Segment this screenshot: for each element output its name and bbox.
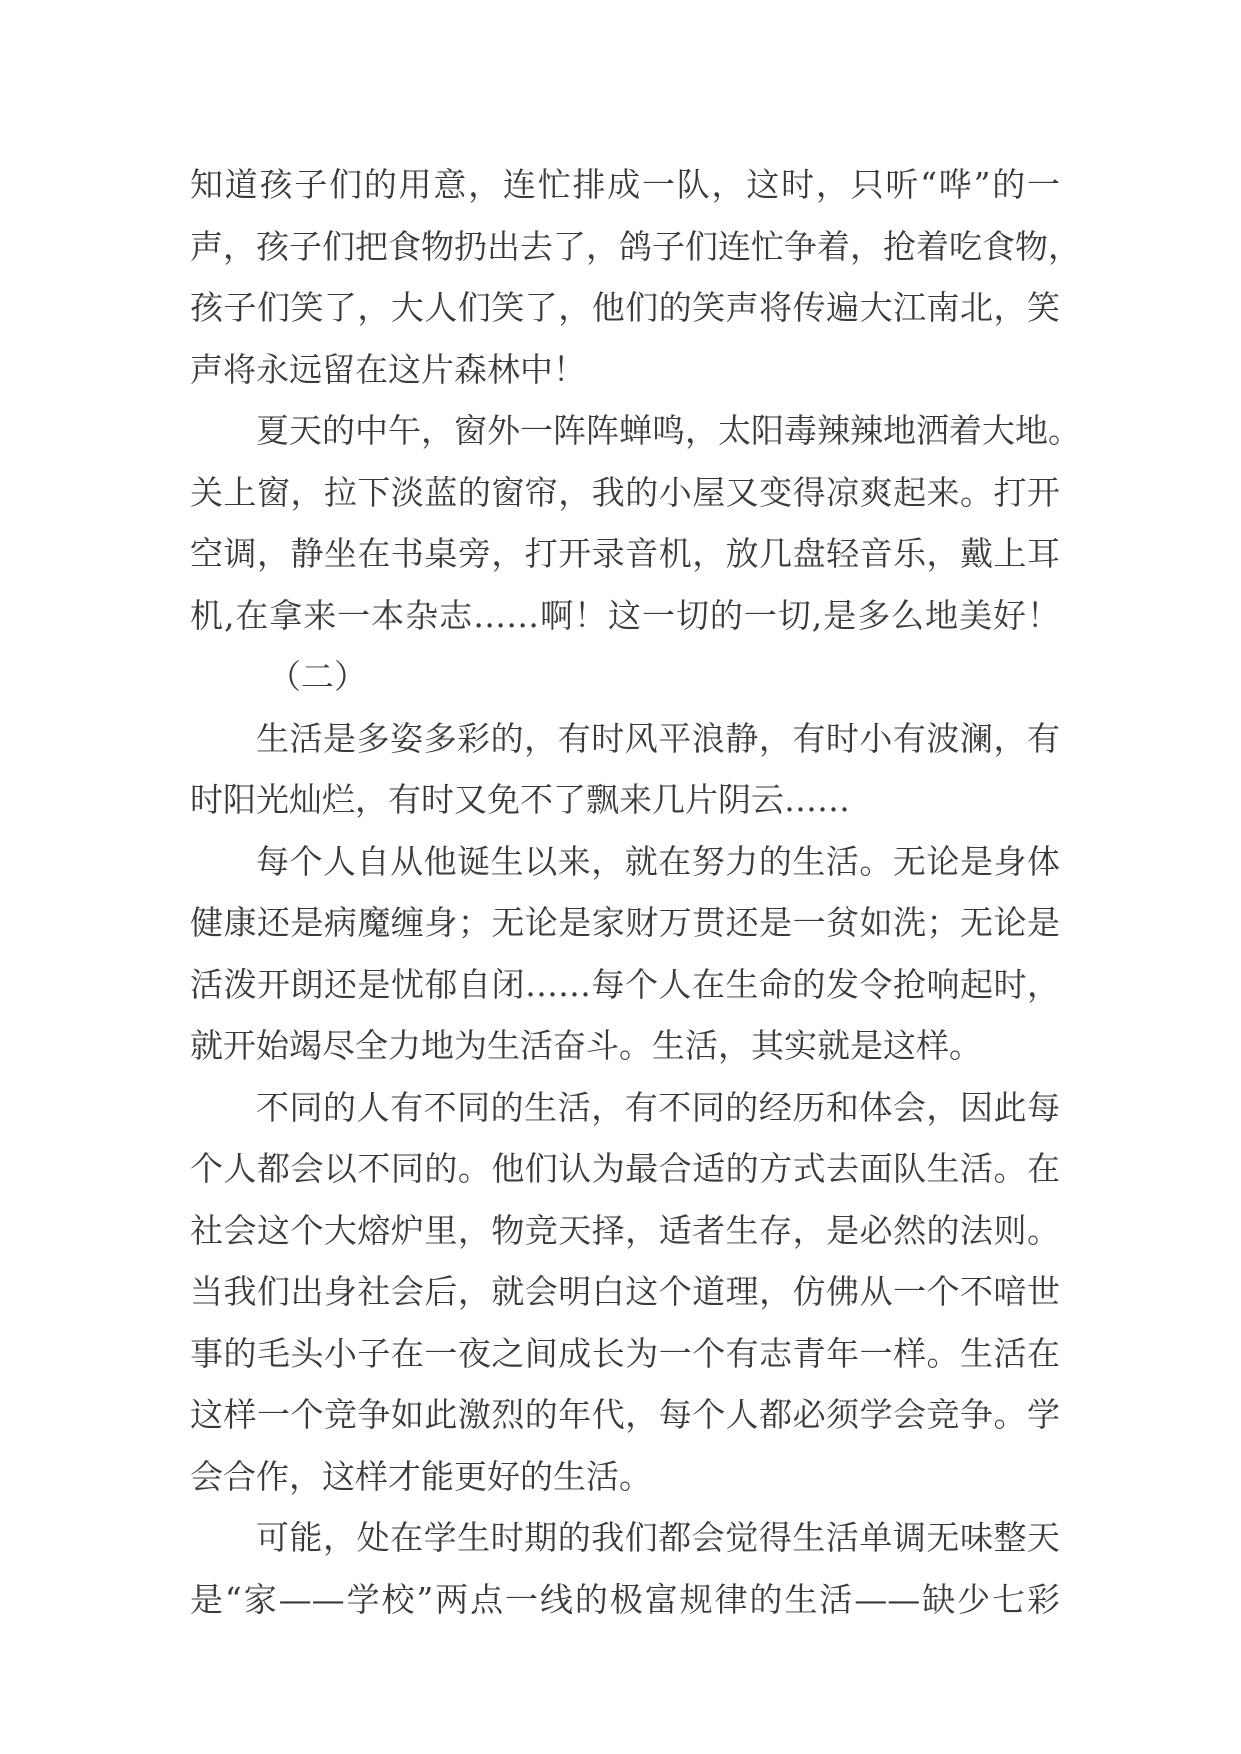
text-line: 当我们出身社会后，就会明白这个道理，仿佛从一个不喑世 xyxy=(190,1272,1060,1311)
text-line: 事的毛头小子在一夜之间成长为一个有志青年一样。生活在 xyxy=(190,1333,1060,1373)
text-line: 声将永远留在这片森林中！ xyxy=(190,349,586,389)
text-line: 社会这个大熔炉里，物竞天择，适者生存，是必然的法则。 xyxy=(190,1210,1060,1250)
text-line: 声，孩子们把食物扔出去了，鸽子们连忙争着，抢着吃食物， xyxy=(190,226,1081,266)
text-line: 夏天的中午，窗外一阵阵蝉鸣，太阳毒辣辣地洒着大地。 xyxy=(256,411,1081,450)
text-line: 知道孩子们的用意，连忙排成一队，这时，只听“哗”的一 xyxy=(190,165,1060,204)
text-line: 是“家——学校”两点一线的极富规律的生活——缺少七彩 xyxy=(190,1579,1060,1619)
text-line: 活泼开朗还是忧郁自闭……每个人在生命的发令抢响起时， xyxy=(190,964,1060,1004)
text-line: 这样一个竞争如此激烈的年代，每个人都必须学会竞争。学 xyxy=(190,1395,1060,1434)
body-text xyxy=(190,154,1081,1630)
text-line: 就开始竭尽全力地为生活奋斗。生活，其实就是这样。 xyxy=(190,1026,982,1065)
text-line: 每个人自从他诞生以来，就在努力的生活。无论是身体 xyxy=(256,841,1060,881)
text-line: 个人都会以不同的。他们认为最合适的方式去面队生活。在 xyxy=(190,1149,1060,1188)
text-line: 机,在拿来一本杂志……啊！这一切的一切,是多么地美好！ xyxy=(190,595,1060,635)
text-line: 时阳光灿烂，有时又免不了飘来几片阴云…… xyxy=(190,780,850,819)
text-line: 空调，静坐在书桌旁，打开录音机，放几盘轻音乐，戴上耳 xyxy=(190,534,1060,573)
text-line: 生活是多姿多彩的，有时风平浪静，有时小有波澜，有 xyxy=(256,718,1060,758)
text-line: 健康还是病魔缠身；无论是家财万贯还是一贫如洗；无论是 xyxy=(190,903,1060,942)
text-line: 会合作，这样才能更好的生活。 xyxy=(190,1456,652,1496)
text-line: 不同的人有不同的生活，有不同的经历和体会，因此每 xyxy=(256,1087,1060,1127)
section-heading: （二） xyxy=(268,657,367,696)
text-line: 孩子们笑了，大人们笑了，他们的笑声将传遍大江南北，笑 xyxy=(190,288,1060,327)
text-line: 关上窗，拉下淡蓝的窗帘，我的小屋又变得凉爽起来。打开 xyxy=(190,472,1060,512)
text-line: 可能，处在学生时期的我们都会觉得生活单调无味整天 xyxy=(256,1518,1060,1557)
